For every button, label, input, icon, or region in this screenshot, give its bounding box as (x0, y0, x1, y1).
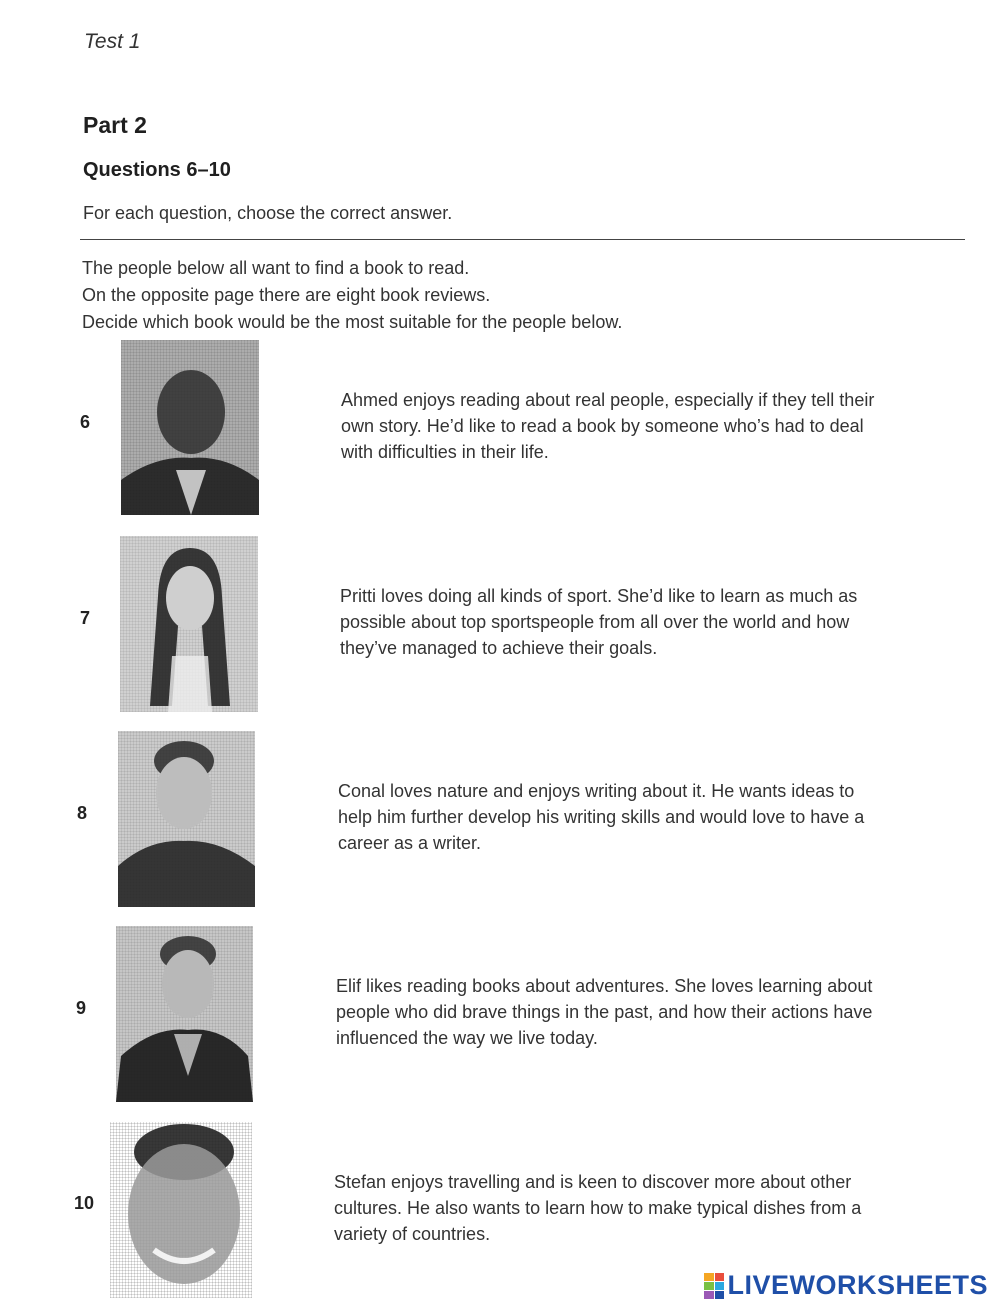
question-number-8: 8 (77, 803, 88, 823)
intro-line: On the opposite page there are eight book reviews. (82, 285, 491, 305)
divider (80, 239, 965, 240)
part-title: Part 2 (83, 112, 147, 138)
instruction-text: For each question, choose the correct answer. (83, 203, 453, 223)
question-number-9: 9 (76, 998, 87, 1018)
description-line: Conal loves nature and enjoys writing about it. He wants ideas to (338, 781, 855, 801)
question-number-6: 6 (80, 412, 91, 432)
person-photo-icon (120, 536, 258, 712)
description-line: Pritti loves doing all kinds of sport. She’d like to learn as much as (340, 586, 858, 606)
description-line: with difficulties in their life. (341, 442, 549, 462)
description-line: own story. He’d like to read a book by someone who’s had to deal (341, 416, 864, 436)
test-label: Test 1 (84, 30, 141, 53)
description-line: variety of countries. (334, 1224, 491, 1244)
question-number-7: 7 (80, 608, 91, 628)
description-line: Stefan enjoys travelling and is keen to discover more about other (334, 1172, 852, 1192)
question-number-10: 10 (74, 1193, 95, 1213)
description-line: cultures. He also wants to learn how to make typical dishes from a (334, 1198, 862, 1218)
description-line: influenced the way we live today. (336, 1028, 598, 1048)
person-photo-icon (121, 340, 259, 515)
person-photo-icon (118, 731, 255, 907)
description-line: people who did brave things in the past, and how their actions have (336, 1002, 873, 1022)
question-6-description (341, 387, 966, 465)
question-9-description (336, 973, 961, 1051)
questions-title: Questions 6–10 (83, 159, 231, 181)
liveworksheets-logo-icon (704, 1273, 724, 1299)
person-photo-icon (116, 926, 253, 1102)
liveworksheets-brand[interactable] (704, 1270, 988, 1301)
intro-text (82, 255, 622, 336)
person-photo-icon (121, 340, 259, 515)
description-line: help him further develop his writing skills and would love to have a (338, 807, 865, 827)
person-photo-icon (118, 731, 255, 907)
intro-line: The people below all want to find a book to read. (82, 258, 470, 278)
person-photo-icon (110, 1122, 252, 1298)
description-line: Ahmed enjoys reading about real people, especially if they tell their (341, 390, 875, 410)
question-8-description (338, 778, 963, 856)
brand-name: LIVEWORKSHEETS (727, 1270, 988, 1300)
description-line: career as a writer. (338, 833, 482, 853)
description-line: they’ve managed to achieve their goals. (340, 638, 658, 658)
question-7-description (340, 583, 965, 661)
person-photo-icon (116, 926, 253, 1102)
description-line: possible about top sportspeople from all over the world and how (340, 612, 850, 632)
description-line: Elif likes reading books about adventures. She loves learning about (336, 976, 873, 996)
question-10-description (334, 1169, 959, 1247)
person-photo-icon (110, 1122, 252, 1298)
person-photo-icon (120, 536, 258, 712)
intro-line: Decide which book would be the most suitable for the people below. (82, 312, 623, 332)
